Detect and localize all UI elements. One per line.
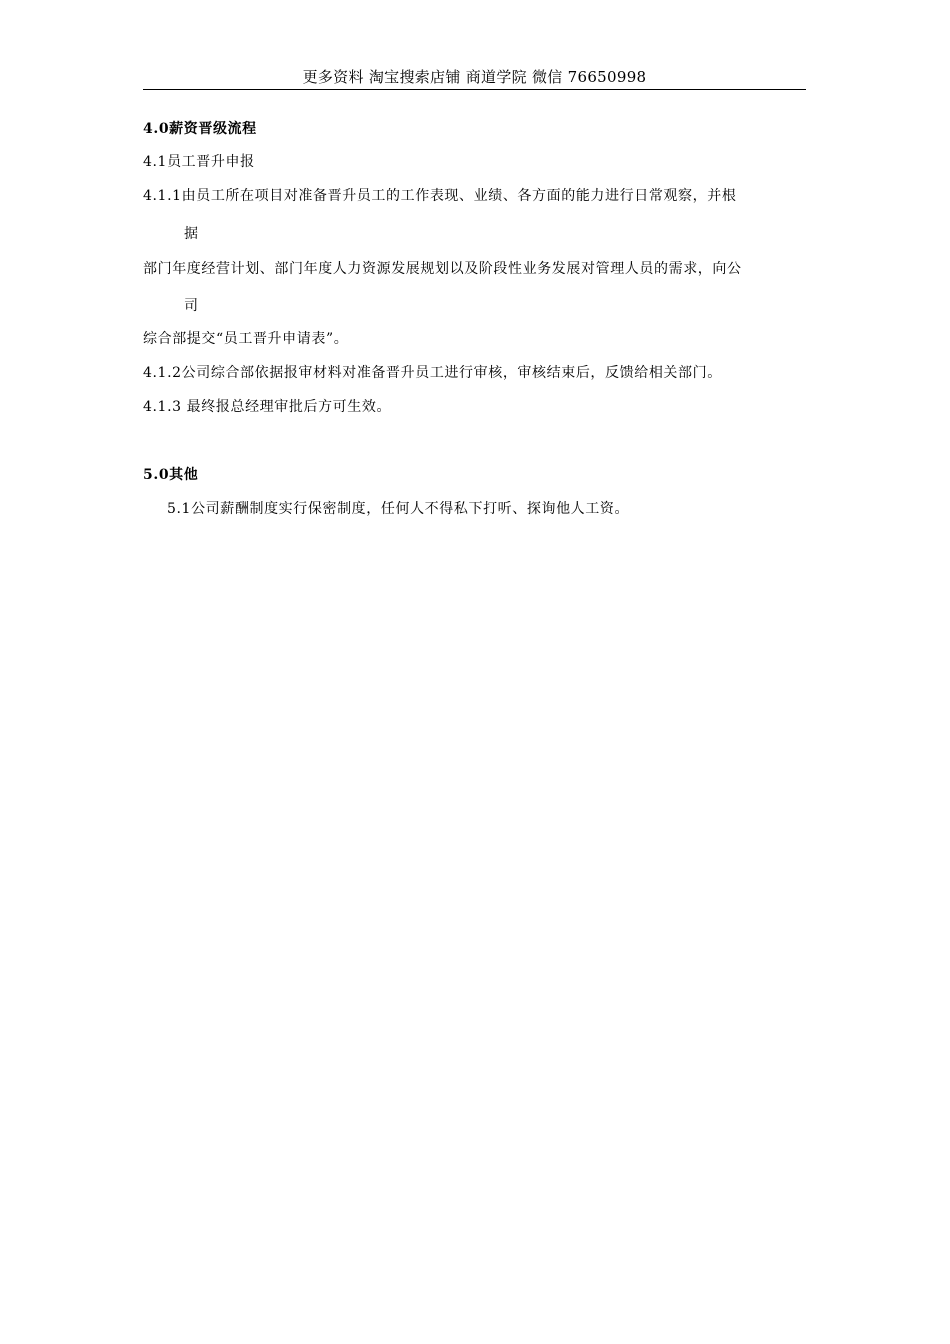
paragraph-4-1-1-line-3: 部门年度经营计划、部门年度人力资源发展规划以及阶段性业务发展对管理人员的需求，向公 <box>143 261 742 277</box>
paragraph-4-1-1-line-2: 据 <box>184 226 199 242</box>
paragraph-4-1-1-line-5: 综合部提交“员工晋升申请表”。 <box>143 331 349 347</box>
page-header: 更多资料 淘宝搜索店铺 商道学院 微信 76650998 <box>302 68 647 86</box>
paragraph-5-1: 5.1公司薪酬制度实行保密制度，任何人不得私下打听、探询他人工资。 <box>167 501 630 517</box>
header-divider <box>143 89 806 90</box>
paragraph-4-1-3: 4.1.3 最终报总经理审批后方可生效。 <box>143 399 392 415</box>
paragraph-4-1-1-line-1: 4.1.1由员工所在项目对准备晋升员工的工作表现、业绩、各方面的能力进行日常观察，并根 <box>143 188 737 204</box>
section-4-1-heading: 4.1员工晋升申报 <box>143 154 255 170</box>
section-5-heading: 5.0其他 <box>143 467 199 483</box>
paragraph-4-1-1-line-4: 司 <box>184 298 199 314</box>
paragraph-4-1-2: 4.1.2公司综合部依据报审材料对准备晋升员工进行审核，审核结束后，反馈给相关部门。 <box>143 365 722 381</box>
section-4-heading: 4.0薪资晋级流程 <box>143 121 257 137</box>
